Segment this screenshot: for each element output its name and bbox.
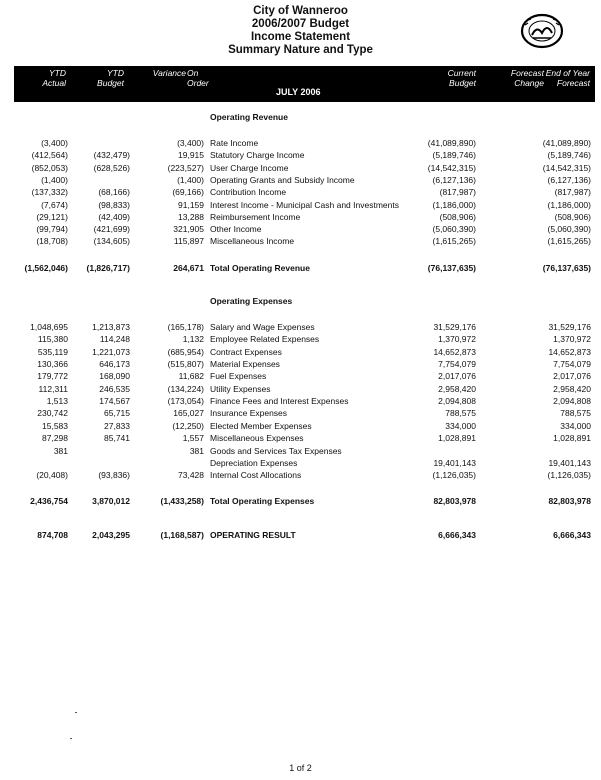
eoy-forecast-cell: 334,000 (560, 420, 591, 431)
ytd-budget-cell: 646,173 (99, 359, 130, 370)
variance-cell: (685,954) (167, 346, 204, 357)
variance-cell: (173,054) (167, 396, 204, 407)
ytd-actual-cell: 112,311 (38, 383, 68, 394)
ytd-budget-cell: (93,836) (98, 470, 130, 481)
ytd-actual-cell: 130,366 (37, 359, 68, 370)
ytd-actual-cell: 179,772 (37, 371, 68, 382)
current-budget-cell: (817,987) (439, 187, 476, 198)
page-number: 1 of 2 (289, 763, 312, 773)
ytd-actual-cell: (7,674) (41, 199, 68, 210)
ytd-actual-cell: (18,708) (36, 236, 68, 247)
variance-cell: 381 (189, 445, 204, 456)
current-budget-cell: (5,189,746) (432, 150, 476, 161)
table-row (0, 358, 601, 370)
eoy-forecast-cell: 82,803,978 (548, 496, 591, 506)
report-title (0, 5, 601, 57)
ytd-actual-cell: (852,053) (31, 162, 68, 173)
ytd-budget-cell: (42,409) (98, 211, 130, 222)
eoy-forecast-cell: (76,137,635) (542, 263, 591, 273)
variance-cell: (12,250) (172, 420, 204, 431)
current-budget-cell: 2,958,420 (438, 383, 476, 394)
description-cell: Total Operating Revenue (210, 263, 310, 273)
current-budget-cell: 6,666,343 (438, 530, 476, 540)
table-row (0, 346, 601, 358)
table-row (0, 149, 601, 161)
current-budget-cell: 19,401,143 (433, 457, 476, 468)
description-cell: Miscellaneous Expenses (210, 433, 304, 444)
col-header-current-budget: Current Budget (447, 68, 476, 88)
ytd-actual-cell: 115,380 (37, 334, 68, 345)
description-cell: Fuel Expenses (210, 371, 267, 382)
variance-cell: 165,027 (173, 408, 204, 419)
eoy-forecast-cell: (1,615,265) (547, 236, 591, 247)
ytd-budget-cell: 1,213,873 (92, 322, 130, 332)
table-row (0, 469, 601, 481)
table-row (0, 211, 601, 223)
eoy-forecast-cell: (1,186,000) (547, 199, 591, 210)
table-row (0, 407, 601, 419)
description-cell: Elected Member Expenses (210, 420, 312, 431)
ytd-budget-cell: (1,826,717) (86, 263, 130, 273)
description-cell: Salary and Wage Expenses (210, 322, 315, 332)
current-budget-cell: 2,017,076 (438, 371, 476, 382)
variance-cell: (3,400) (177, 138, 204, 148)
ytd-budget-cell: 27,833 (104, 420, 130, 431)
description-cell: Material Expenses (210, 359, 280, 370)
table-row (0, 457, 601, 469)
ytd-actual-cell: 874,708 (37, 530, 68, 540)
eoy-forecast-cell: (6,127,136) (547, 174, 591, 185)
ytd-actual-cell: 381 (53, 445, 68, 456)
description-cell: Statutory Charge Income (210, 150, 305, 161)
ytd-actual-cell: 535,119 (37, 346, 68, 357)
col-header-forecast-change: Forecast Change (510, 68, 544, 88)
table-row (0, 199, 601, 211)
operating-result-row (0, 529, 601, 541)
ytd-budget-cell: 1,221,073 (92, 346, 130, 357)
current-budget-cell: 82,803,978 (433, 496, 476, 506)
col-header-ytd-actual: YTD Actual (42, 68, 66, 88)
description-cell: Total Operating Expenses (210, 496, 315, 506)
period-label: JULY 2006 (276, 87, 321, 97)
current-budget-cell: 7,754,079 (438, 359, 476, 370)
eoy-forecast-cell: 19,401,143 (548, 457, 591, 468)
col-header-on-order: On Order (187, 68, 209, 88)
table-row (0, 223, 601, 235)
variance-cell: 1,557 (182, 433, 204, 444)
description-cell: Reimbursement Income (210, 211, 301, 222)
ytd-actual-cell: (1,400) (41, 174, 68, 185)
eoy-forecast-cell: 788,575 (560, 408, 591, 419)
variance-cell: 11,682 (178, 371, 204, 382)
revenue-section-heading: Operating Revenue (210, 112, 288, 122)
ytd-actual-cell: 230,742 (37, 408, 68, 419)
table-row (0, 333, 601, 345)
ytd-budget-cell: 114,248 (99, 334, 130, 345)
city-of-wanneroo-logo (519, 13, 565, 49)
current-budget-cell: (14,542,315) (427, 162, 476, 173)
col-header-eoy-forecast: End of Year Forecast (545, 68, 590, 88)
current-budget-cell: 2,094,808 (438, 396, 476, 407)
ytd-actual-cell: 87,298 (42, 433, 68, 444)
table-row (0, 186, 601, 198)
variance-cell: (223,527) (167, 162, 204, 173)
title-line: Income Statement (250, 31, 351, 43)
table-row (0, 395, 601, 407)
table-row (0, 174, 601, 186)
variance-cell: 264,671 (173, 263, 204, 273)
eoy-forecast-cell: 2,958,420 (553, 383, 591, 394)
current-budget-cell: 31,529,176 (433, 322, 476, 332)
description-cell: Miscellaneous Income (210, 236, 295, 247)
description-cell: Insurance Expenses (210, 408, 288, 419)
variance-cell: 19,915 (178, 150, 204, 161)
eoy-forecast-cell: (5,189,746) (547, 150, 591, 161)
ytd-budget-cell: 85,741 (104, 433, 130, 444)
ytd-budget-cell: (421,699) (93, 224, 130, 235)
table-row (0, 162, 601, 174)
description-cell: User Charge Income (210, 162, 289, 173)
eoy-forecast-cell: (508,906) (554, 211, 591, 222)
ytd-budget-cell: 246,535 (99, 383, 130, 394)
ytd-actual-cell: (3,400) (41, 138, 68, 148)
ytd-budget-cell: (628,526) (93, 162, 130, 173)
ytd-actual-cell: (29,121) (36, 211, 68, 222)
eoy-forecast-cell: 31,529,176 (548, 322, 591, 332)
ytd-actual-cell: 15,583 (42, 420, 68, 431)
table-row (0, 420, 601, 432)
ytd-budget-cell: (98,833) (98, 199, 130, 210)
current-budget-cell: (508,906) (439, 211, 476, 222)
ytd-actual-cell: 1,048,695 (30, 322, 68, 332)
table-row (0, 321, 601, 333)
ytd-budget-cell: 174,567 (99, 396, 130, 407)
eoy-forecast-cell: 1,028,891 (553, 433, 591, 444)
eoy-forecast-cell: (817,987) (554, 187, 591, 198)
eoy-forecast-cell: 2,017,076 (553, 371, 591, 382)
current-budget-cell: 14,652,873 (433, 346, 476, 357)
col-header-variance: Variance (152, 68, 186, 78)
expense-total-row (0, 495, 601, 507)
col-header-ytd-budget: YTD Budget (97, 68, 124, 88)
eoy-forecast-cell: 6,666,343 (553, 530, 591, 540)
eoy-forecast-cell: 7,754,079 (553, 359, 591, 370)
table-row (0, 445, 601, 457)
current-budget-cell: 334,000 (445, 420, 476, 431)
eoy-forecast-cell: (1,126,035) (547, 470, 591, 481)
variance-cell: (515,807) (167, 359, 204, 370)
eoy-forecast-cell: (5,060,390) (547, 224, 591, 235)
ytd-budget-cell: 65,715 (104, 408, 130, 419)
description-cell: Contract Expenses (210, 346, 282, 357)
ytd-actual-cell: 1,513 (46, 396, 68, 407)
current-budget-cell: (1,126,035) (432, 470, 476, 481)
current-budget-cell: 1,370,972 (438, 334, 476, 345)
description-cell: Rate Income (210, 138, 259, 148)
title-line: 2006/2007 Budget (251, 18, 350, 30)
ytd-actual-cell: (412,564) (31, 150, 68, 161)
variance-cell: 115,897 (173, 236, 204, 247)
eoy-forecast-cell: (14,542,315) (542, 162, 591, 173)
table-row (0, 432, 601, 444)
title-line: City of Wanneroo (253, 5, 348, 17)
variance-cell: (1,168,587) (160, 530, 204, 540)
revenue-total-row (0, 262, 601, 274)
description-cell: Operating Grants and Subsidy Income (210, 174, 355, 185)
current-budget-cell: (5,060,390) (432, 224, 476, 235)
variance-cell: 1,132 (182, 334, 204, 345)
table-row (0, 383, 601, 395)
variance-cell: 13,288 (178, 211, 204, 222)
ytd-actual-cell: (1,562,046) (24, 263, 68, 273)
variance-cell: (1,400) (177, 174, 204, 185)
title-line: Summary Nature and Type (228, 44, 373, 56)
variance-cell: (69,166) (172, 187, 204, 198)
current-budget-cell: 1,028,891 (438, 433, 476, 444)
current-budget-cell: (6,127,136) (432, 174, 476, 185)
current-budget-cell: (1,615,265) (432, 236, 476, 247)
current-budget-cell: (76,137,635) (427, 263, 476, 273)
scan-speck (75, 712, 77, 713)
expense-section-heading: Operating Expenses (210, 296, 293, 306)
eoy-forecast-cell: 1,370,972 (553, 334, 591, 345)
table-row (0, 137, 601, 149)
ytd-budget-cell: 3,870,012 (92, 496, 130, 506)
ytd-budget-cell: 168,090 (99, 371, 130, 382)
ytd-actual-cell: 2,436,754 (30, 496, 68, 506)
description-cell: Employee Related Expenses (210, 334, 320, 345)
description-cell: Depreciation Expenses (210, 457, 298, 468)
variance-cell: (134,224) (167, 383, 204, 394)
current-budget-cell: (41,089,890) (427, 138, 476, 148)
description-cell: Finance Fees and Interest Expenses (210, 396, 349, 407)
ytd-budget-cell: 2,043,295 (92, 530, 130, 540)
variance-cell: 321,905 (173, 224, 204, 235)
table-row (0, 370, 601, 382)
current-budget-cell: (1,186,000) (432, 199, 476, 210)
description-cell: Contribution Income (210, 187, 287, 198)
column-header-band (14, 66, 595, 102)
eoy-forecast-cell: (41,089,890) (542, 138, 591, 148)
ytd-budget-cell: (68,166) (98, 187, 130, 198)
ytd-actual-cell: (20,408) (36, 470, 68, 481)
ytd-actual-cell: (99,794) (36, 224, 68, 235)
description-cell: Internal Cost Allocations (210, 470, 302, 481)
description-cell: Utility Expenses (210, 383, 271, 394)
description-cell: Goods and Services Tax Expenses (210, 445, 342, 456)
variance-cell: (165,178) (167, 322, 204, 332)
scan-speck (70, 738, 72, 739)
table-row (0, 235, 601, 247)
ytd-budget-cell: (432,479) (93, 150, 130, 161)
ytd-actual-cell: (137,332) (31, 187, 68, 198)
current-budget-cell: 788,575 (445, 408, 476, 419)
variance-cell: (1,433,258) (160, 496, 204, 506)
description-cell: Other Income (210, 224, 262, 235)
ytd-budget-cell: (134,605) (93, 236, 130, 247)
variance-cell: 73,428 (178, 470, 204, 481)
description-cell: Interest Income - Municipal Cash and Investments (210, 199, 399, 210)
eoy-forecast-cell: 14,652,873 (548, 346, 591, 357)
variance-cell: 91,159 (178, 199, 204, 210)
description-cell: OPERATING RESULT (210, 530, 296, 540)
eoy-forecast-cell: 2,094,808 (553, 396, 591, 407)
